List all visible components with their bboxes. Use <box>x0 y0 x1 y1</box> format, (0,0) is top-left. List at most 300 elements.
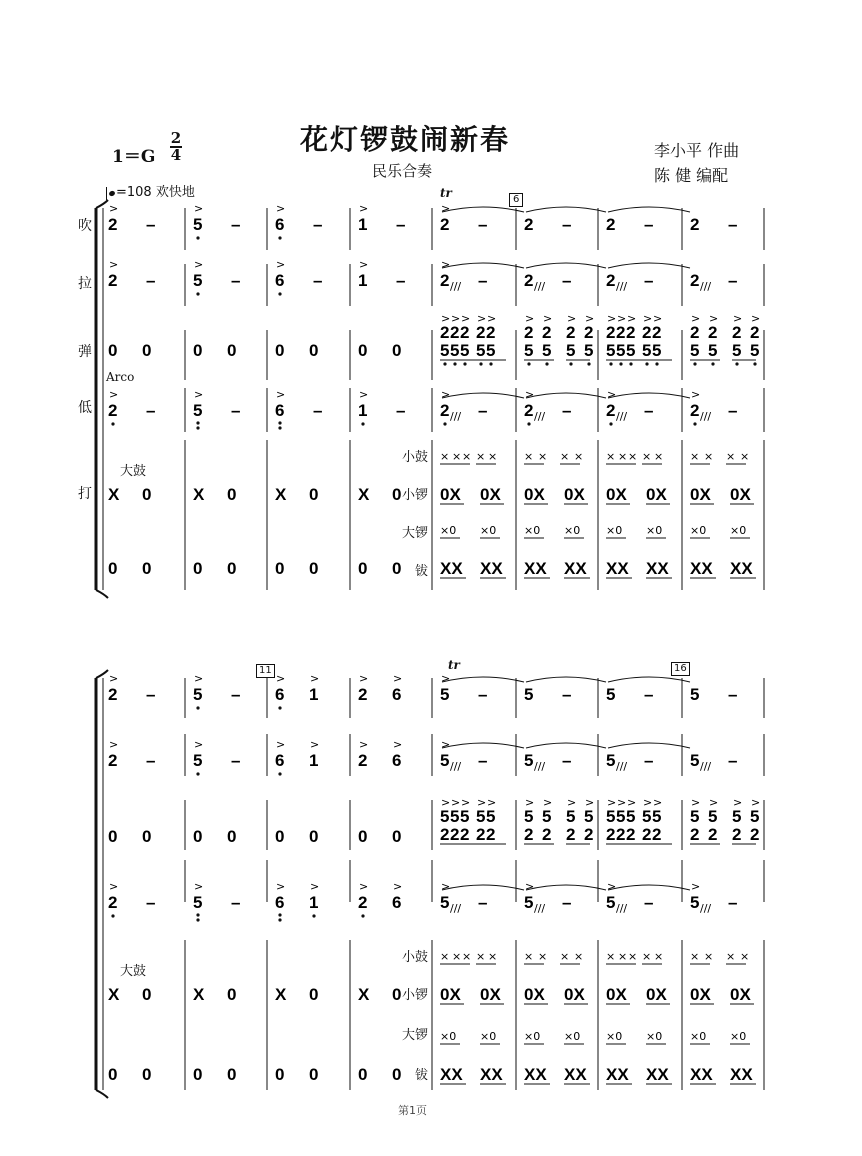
big-gong-pattern: ×0 <box>524 524 541 537</box>
accent-mark: > <box>487 796 497 809</box>
accent-mark: > <box>441 388 451 401</box>
jianpu-note: 2 <box>524 271 534 290</box>
dash: – <box>231 401 241 420</box>
dash: – <box>313 401 323 420</box>
rest: 0 <box>227 341 237 360</box>
rest: 0 <box>108 341 118 360</box>
rest: 0 <box>227 1065 237 1084</box>
drum-hit: × <box>538 950 548 963</box>
accent-mark: > <box>109 880 119 893</box>
stacked-note-top: 2 <box>652 323 662 342</box>
dash: – <box>231 215 241 234</box>
accent-mark: > <box>751 796 761 809</box>
accent-mark: > <box>477 312 487 325</box>
stacked-note-bottom: 5 <box>460 341 470 360</box>
cymbal-pattern: XX <box>564 1065 587 1084</box>
instrument-label-di: 低 <box>78 400 92 416</box>
xiaoluo-label-1: 小锣 <box>402 488 429 503</box>
accent-mark: > <box>276 258 286 271</box>
accent-mark: > <box>607 796 617 809</box>
accent-mark: > <box>109 738 119 751</box>
jianpu-note: 2 <box>606 271 616 290</box>
accent-mark: > <box>543 796 553 809</box>
dash: – <box>478 685 488 704</box>
instrument-label-la: 拉 <box>78 276 92 292</box>
bass-drum-hit: X <box>275 985 287 1004</box>
low-dot <box>711 362 714 365</box>
stacked-note-bottom: 2 <box>606 825 616 844</box>
stacked-note-bottom: 5 <box>440 341 450 360</box>
low-dot <box>655 362 658 365</box>
jianpu-note: 6 <box>275 893 285 912</box>
tie-arc <box>526 263 606 268</box>
rest: 0 <box>142 1065 152 1084</box>
dash: – <box>396 215 406 234</box>
tie-arc <box>442 207 524 212</box>
rest: 0 <box>275 341 285 360</box>
rest: 0 <box>309 1065 319 1084</box>
stacked-note-bottom: 5 <box>652 341 662 360</box>
accent-mark: > <box>359 388 369 401</box>
cymbal-pattern: XX <box>690 559 713 578</box>
low-dot <box>587 362 590 365</box>
dash: – <box>231 893 241 912</box>
stacked-note-top: 2 <box>584 323 594 342</box>
arco-marking: Arco <box>106 370 135 384</box>
stacked-note-top: 2 <box>690 323 700 342</box>
dash: – <box>146 893 156 912</box>
stacked-note-top: 2 <box>642 323 652 342</box>
drum-hit: × <box>690 950 700 963</box>
stacked-note-bottom: 2 <box>524 825 534 844</box>
instrument-label-da: 打 <box>78 486 92 502</box>
accent-mark: > <box>607 880 617 893</box>
dash: – <box>644 401 654 420</box>
jianpu-note: 2 <box>108 271 118 290</box>
low-dot <box>111 914 114 917</box>
tie-arc <box>442 393 524 398</box>
drum-hit: × <box>628 450 638 463</box>
drum-hit: × <box>488 950 498 963</box>
low-dot <box>196 426 199 429</box>
gong-pattern: 0X <box>646 485 667 504</box>
low-dot <box>111 422 114 425</box>
rest: 0 <box>358 1065 368 1084</box>
drum-hit: × <box>704 450 714 463</box>
accent-mark: > <box>691 312 701 325</box>
jianpu-note: 2 <box>690 271 700 290</box>
drum-hit: × <box>726 450 736 463</box>
dash: – <box>728 751 738 770</box>
low-dot <box>527 362 530 365</box>
rest: 0 <box>358 827 368 846</box>
stacked-note-top: 5 <box>606 807 616 826</box>
accent-mark: > <box>643 796 653 809</box>
stacked-note-bottom: 5 <box>690 341 700 360</box>
rest: 0 <box>193 341 203 360</box>
stacked-note-top: 2 <box>476 323 486 342</box>
tremolo-mark: /// <box>450 760 462 773</box>
trill-mark-1: tr <box>440 186 452 200</box>
accent-mark: > <box>393 672 403 685</box>
stacked-note-top: 2 <box>626 323 636 342</box>
low-dot <box>453 362 456 365</box>
gong-pattern: 0X <box>564 485 585 504</box>
gong-pattern: 0X <box>440 485 461 504</box>
rest: 0 <box>392 827 402 846</box>
tremolo-mark: /// <box>450 280 462 293</box>
xiaoluo-label-2: 小锣 <box>402 988 429 1003</box>
gong-pattern: 0X <box>646 985 667 1004</box>
accent-mark: > <box>709 796 719 809</box>
rest: 0 <box>227 559 237 578</box>
drum-hit: × <box>642 450 652 463</box>
low-dot <box>489 362 492 365</box>
dash: – <box>396 271 406 290</box>
tie-arc <box>526 677 606 682</box>
cymbal-pattern: XX <box>690 1065 713 1084</box>
dagu-label-2: 大鼓 <box>120 964 147 979</box>
accent-mark: > <box>451 312 461 325</box>
stacked-note-bottom: 5 <box>626 341 636 360</box>
accent-mark: > <box>441 672 451 685</box>
stacked-note-bottom: 5 <box>566 341 576 360</box>
jianpu-note: 2 <box>108 685 118 704</box>
accent-mark: > <box>109 258 119 271</box>
jianpu-note: 1 <box>358 271 368 290</box>
measure-number-11: 11 <box>256 664 275 678</box>
gong-pattern: 0X <box>730 985 751 1004</box>
drum-hit: × <box>476 450 486 463</box>
low-dot <box>545 362 548 365</box>
stacked-note-top: 5 <box>486 807 496 826</box>
tremolo-mark: /// <box>700 760 712 773</box>
accent-mark: > <box>194 672 204 685</box>
stacked-note-bottom: 2 <box>450 825 460 844</box>
jianpu-note: 2 <box>690 215 700 234</box>
big-gong-pattern: ×0 <box>564 524 581 537</box>
jianpu-note: 5 <box>193 685 203 704</box>
dash: – <box>478 271 488 290</box>
jianpu-note: 2 <box>358 893 368 912</box>
big-gong-pattern: ×0 <box>564 1030 581 1043</box>
low-dot <box>278 236 281 239</box>
stacked-note-top: 5 <box>566 807 576 826</box>
tie-arc <box>526 743 606 748</box>
jianpu-note: 5 <box>193 751 203 770</box>
tie-arc <box>526 885 606 890</box>
jianpu-note: 5 <box>606 751 616 770</box>
accent-mark: > <box>393 880 403 893</box>
rest: 0 <box>309 341 319 360</box>
jianpu-note: 5 <box>606 685 616 704</box>
rest: 0 <box>392 559 402 578</box>
stacked-note-bottom: 5 <box>450 341 460 360</box>
cymbal-pattern: XX <box>524 1065 547 1084</box>
stacked-note-bottom: 5 <box>524 341 534 360</box>
low-dot <box>645 362 648 365</box>
accent-mark: > <box>691 388 701 401</box>
big-gong-pattern: ×0 <box>606 524 623 537</box>
jianpu-note: 5 <box>524 685 534 704</box>
dash: – <box>644 215 654 234</box>
time-sig-bottom: 4 <box>170 146 182 164</box>
tremolo-mark: /// <box>700 902 712 915</box>
stacked-note-top: 2 <box>460 323 470 342</box>
jianpu-note: 5 <box>440 685 450 704</box>
tie-arc <box>608 743 690 748</box>
rest: 0 <box>309 485 319 504</box>
low-dot <box>278 421 281 424</box>
stacked-note-bottom: 5 <box>606 341 616 360</box>
accent-mark: > <box>194 880 204 893</box>
tie-arc <box>608 207 690 212</box>
jianpu-note: 6 <box>392 751 402 770</box>
accent-mark: > <box>194 202 204 215</box>
rest: 0 <box>309 985 319 1004</box>
bass-drum-hit: X <box>275 485 287 504</box>
jianpu-note: 1 <box>358 215 368 234</box>
accent-mark: > <box>691 880 701 893</box>
dash: – <box>562 751 572 770</box>
jianpu-note: 5 <box>690 685 700 704</box>
measure-number-16: 16 <box>671 662 690 676</box>
accent-mark: > <box>310 880 320 893</box>
stacked-note-top: 5 <box>460 807 470 826</box>
drum-hit: × <box>654 950 664 963</box>
drum-hit: × <box>488 450 498 463</box>
stacked-note-top: 5 <box>584 807 594 826</box>
stacked-note-bottom: 2 <box>616 825 626 844</box>
stacked-note-top: 2 <box>616 323 626 342</box>
accent-mark: > <box>451 796 461 809</box>
accent-mark: > <box>487 312 497 325</box>
accent-mark: > <box>461 312 471 325</box>
dash: – <box>562 271 572 290</box>
jianpu-note: 2 <box>108 893 118 912</box>
jianpu-note: 2 <box>108 751 118 770</box>
stacked-note-bottom: 2 <box>460 825 470 844</box>
low-dot <box>527 422 530 425</box>
tremolo-mark: /// <box>534 280 546 293</box>
cymbal-pattern: XX <box>606 1065 629 1084</box>
bo-label-2: 钹 <box>415 1068 429 1083</box>
dash: – <box>478 401 488 420</box>
accent-mark: > <box>109 388 119 401</box>
dash: – <box>146 401 156 420</box>
accent-mark: > <box>627 796 637 809</box>
stacked-note-top: 2 <box>732 323 742 342</box>
dagu-label-1: 大鼓 <box>120 464 147 479</box>
gong-pattern: 0X <box>480 485 501 504</box>
accent-mark: > <box>585 796 595 809</box>
tremolo-mark: /// <box>534 902 546 915</box>
tie-arc <box>608 263 690 268</box>
cymbal-pattern: XX <box>730 1065 753 1084</box>
drum-hit: × <box>524 450 534 463</box>
jianpu-note: 2 <box>606 215 616 234</box>
dash: – <box>644 893 654 912</box>
stacked-note-top: 5 <box>524 807 534 826</box>
jianpu-note: 1 <box>309 751 319 770</box>
accent-mark: > <box>525 312 535 325</box>
tie-arc <box>442 263 524 268</box>
daluo-label-2: 大锣 <box>402 1028 429 1043</box>
tremolo-mark: /// <box>700 280 712 293</box>
cymbal-pattern: XX <box>646 1065 669 1084</box>
stacked-note-bottom: 5 <box>750 341 760 360</box>
dash: – <box>728 685 738 704</box>
big-gong-pattern: ×0 <box>690 524 707 537</box>
stacked-note-top: 2 <box>542 323 552 342</box>
dash: – <box>231 751 241 770</box>
low-dot <box>361 914 364 917</box>
bass-drum-hit: X <box>108 985 120 1004</box>
dash: – <box>644 685 654 704</box>
rest: 0 <box>309 827 319 846</box>
stacked-note-top: 5 <box>626 807 636 826</box>
stacked-note-top: 5 <box>440 807 450 826</box>
rest: 0 <box>227 985 237 1004</box>
low-dot <box>735 362 738 365</box>
measure-number-6: 6 <box>509 193 523 207</box>
drum-hit: × <box>726 950 736 963</box>
rest: 0 <box>275 559 285 578</box>
jianpu-note: 5 <box>606 893 616 912</box>
big-gong-pattern: ×0 <box>690 1030 707 1043</box>
stacked-note-top: 2 <box>524 323 534 342</box>
jianpu-note: 5 <box>193 215 203 234</box>
accent-mark: > <box>194 258 204 271</box>
stacked-note-top: 5 <box>652 807 662 826</box>
rest: 0 <box>392 341 402 360</box>
drum-hit: × <box>476 950 486 963</box>
accent-mark: > <box>617 312 627 325</box>
bass-drum-hit: X <box>193 485 205 504</box>
bracket-hook <box>96 590 108 598</box>
accent-mark: > <box>359 258 369 271</box>
accent-mark: > <box>276 880 286 893</box>
accent-mark: > <box>441 312 451 325</box>
time-sig-top: 2 <box>170 129 182 147</box>
rest: 0 <box>108 1065 118 1084</box>
jianpu-note: 2 <box>690 401 700 420</box>
jianpu-note: 6 <box>392 893 402 912</box>
dash: – <box>644 751 654 770</box>
dash: – <box>478 215 488 234</box>
rest: 0 <box>142 559 152 578</box>
jianpu-note: 6 <box>275 685 285 704</box>
dash: – <box>728 893 738 912</box>
gong-pattern: 0X <box>606 485 627 504</box>
big-gong-pattern: ×0 <box>646 524 663 537</box>
rest: 0 <box>193 559 203 578</box>
accent-mark: > <box>441 796 451 809</box>
low-dot <box>278 706 281 709</box>
tie-arc <box>442 743 524 748</box>
dash: – <box>644 271 654 290</box>
tremolo-mark: /// <box>616 410 628 423</box>
accent-mark: > <box>359 880 369 893</box>
accent-mark: > <box>525 388 535 401</box>
jianpu-note: 6 <box>275 215 285 234</box>
accent-mark: > <box>653 796 663 809</box>
low-dot <box>361 422 364 425</box>
dash: – <box>562 893 572 912</box>
dash: – <box>562 685 572 704</box>
accent-mark: > <box>359 202 369 215</box>
low-dot <box>619 362 622 365</box>
jianpu-note: 1 <box>309 893 319 912</box>
rest: 0 <box>108 559 118 578</box>
jianpu-note: 6 <box>275 751 285 770</box>
low-dot <box>443 362 446 365</box>
low-dot <box>196 918 199 921</box>
instrument-label-chui: 吹 <box>78 218 92 234</box>
accent-mark: > <box>585 312 595 325</box>
accent-mark: > <box>751 312 761 325</box>
bass-drum-hit: X <box>358 985 370 1004</box>
gong-pattern: 0X <box>524 985 545 1004</box>
drum-hit: × <box>740 950 750 963</box>
jianpu-note: 6 <box>392 685 402 704</box>
drum-hit: × <box>574 450 584 463</box>
cymbal-pattern: XX <box>480 559 503 578</box>
daluo-label-1: 大锣 <box>402 526 429 541</box>
rest: 0 <box>227 485 237 504</box>
bass-drum-hit: X <box>193 985 205 1004</box>
jianpu-note: 2 <box>524 401 534 420</box>
stacked-note-bottom: 2 <box>642 825 652 844</box>
rest: 0 <box>392 985 402 1004</box>
stacked-note-top: 2 <box>750 323 760 342</box>
stacked-note-bottom: 2 <box>584 825 594 844</box>
low-dot <box>609 362 612 365</box>
rest: 0 <box>142 485 152 504</box>
stacked-note-bottom: 2 <box>690 825 700 844</box>
stacked-note-top: 2 <box>566 323 576 342</box>
tremolo-mark: /// <box>616 280 628 293</box>
accent-mark: > <box>441 880 451 893</box>
drum-hit: × <box>524 950 534 963</box>
jianpu-note: 2 <box>108 401 118 420</box>
low-dot <box>569 362 572 365</box>
dash: – <box>478 893 488 912</box>
bracket-hook <box>96 200 108 208</box>
jianpu-note: 5 <box>524 751 534 770</box>
composer-credit: 李小平 作曲 <box>654 141 740 160</box>
jianpu-note: 2 <box>440 271 450 290</box>
dash: – <box>313 215 323 234</box>
page-number: 第1页 <box>398 1104 427 1117</box>
accent-mark: > <box>617 796 627 809</box>
stacked-note-top: 2 <box>486 323 496 342</box>
dash: – <box>728 401 738 420</box>
dash: – <box>146 215 156 234</box>
stacked-note-bottom: 2 <box>732 825 742 844</box>
stacked-note-bottom: 2 <box>486 825 496 844</box>
cymbal-pattern: XX <box>524 559 547 578</box>
drum-hit: × <box>642 950 652 963</box>
drum-hit: × <box>654 450 664 463</box>
accent-mark: > <box>691 796 701 809</box>
tie-arc <box>608 393 690 398</box>
jianpu-note: 2 <box>440 215 450 234</box>
low-dot <box>609 422 612 425</box>
drum-hit: × <box>452 450 462 463</box>
accent-mark: > <box>627 312 637 325</box>
jianpu-note: 2 <box>524 215 534 234</box>
